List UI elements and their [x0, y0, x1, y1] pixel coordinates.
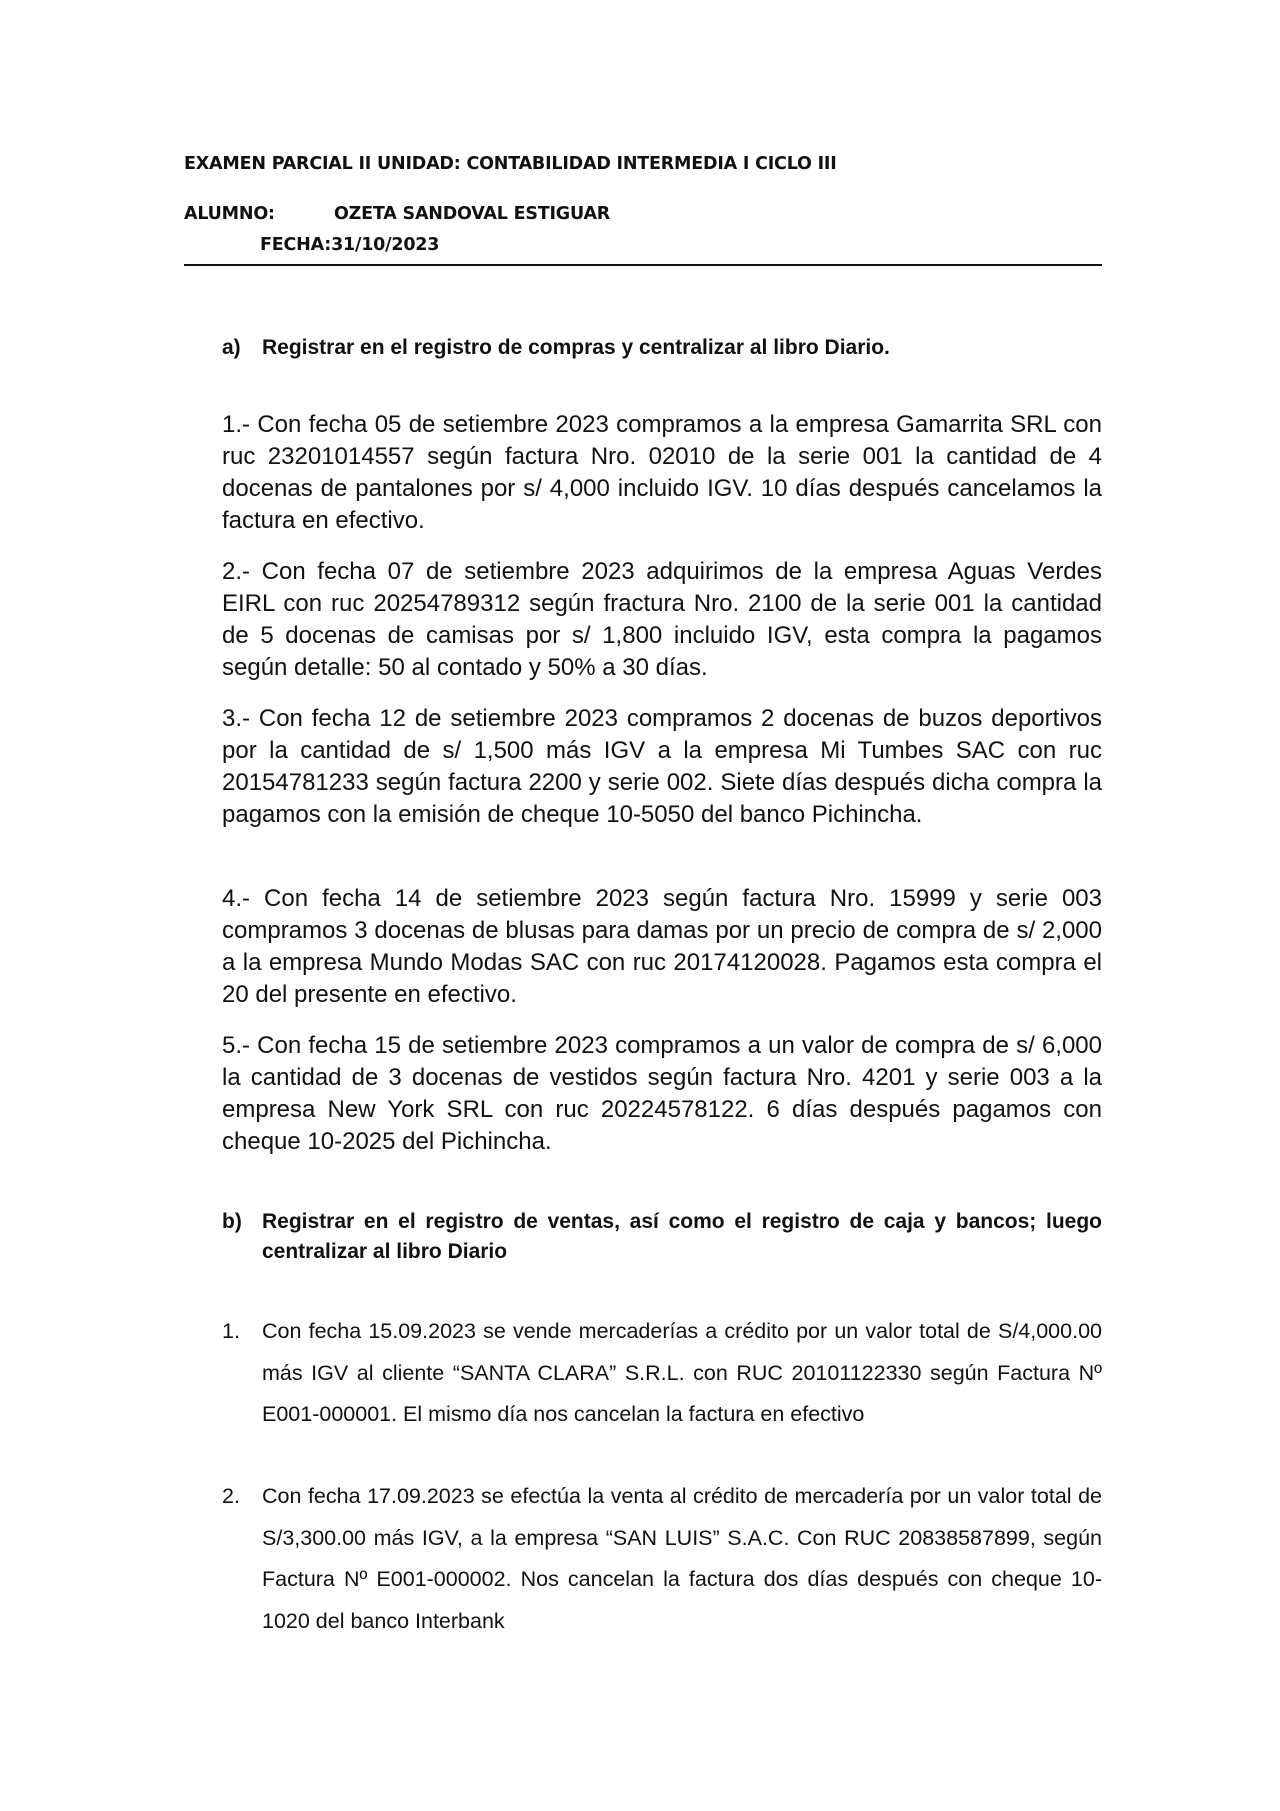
student-label: ALUMNO:: [184, 204, 275, 224]
section-a-label: a): [222, 336, 241, 359]
purchase-item-text: 4.- Con fecha 14 de setiembre 2023 según factura Nro. 15999 y serie 003 compramos 3 docenas de blusas para damas por un precio de compra de s/ 2,000 a la empresa Mundo Modas SAC con ruc 20174120028. Pagamos esta compra el 20 del presente en efectivo.: [222, 885, 1102, 1008]
purchase-item-4: [222, 883, 1102, 1011]
sale-item-number: 1.: [222, 1319, 240, 1343]
purchase-item-text: 5.- Con fecha 15 de setiembre 2023 compramos a un valor de compra de s/ 6,000 la cantidad de 3 docenas de vestidos según factura Nro. 4201 y serie 003 a la empresa New York SRL con ruc 20224578122. 6 días después pagamos con cheque 10-2025 del Pichincha.: [222, 1032, 1102, 1155]
purchase-item-3: [222, 703, 1102, 831]
section-b-heading: [222, 1207, 1102, 1267]
purchase-item-2: [222, 556, 1102, 684]
section-b-title: Registrar en el registro de ventas, así como el registro de caja y bancos; luego centralizar al libro Diario: [262, 1210, 1102, 1263]
sale-item-number: 2.: [222, 1484, 240, 1508]
purchase-item-text: 3.- Con fecha 12 de setiembre 2023 compramos 2 docenas de buzos deportivos por la cantidad de s/ 1,500 más IGV a la empresa Mi Tumbes SAC con ruc 20154781233 según factura 2200 y serie 002. Siete días después dicha compra la pagamos con la emisión de cheque 10-5050 del banco Pichincha.: [222, 705, 1102, 828]
sale-item-2: [222, 1476, 1102, 1642]
sale-item-text: Con fecha 15.09.2023 se vende mercaderías a crédito por un valor total de S/4,000.00 más IGV al cliente “SANTA CLARA” S.R.L. con RUC 20101122330 según Factura Nº E001-000001. El mismo día nos cancelan la factura en efectivo: [262, 1319, 1102, 1426]
purchase-item-text: 1.- Con fecha 05 de setiembre 2023 compramos a la empresa Gamarrita SRL con ruc 23201014557 según factura Nro. 02010 de la serie 001 la cantidad de 4 docenas de pantalones por s/ 4,000 incluido IGV. 10 días después cancelamos la factura en efectivo.: [222, 411, 1102, 534]
sale-item-text: Con fecha 17.09.2023 se efectúa la venta al crédito de mercadería por un valor total de S/3,300.00 más IGV, a la empresa “SAN LUIS” S.A.C. Con RUC 20838587899, según Factura Nº E001-000002. Nos cancelan la factura dos días después con cheque 10-1020 del banco Interbank: [262, 1484, 1102, 1633]
section-b-label: b): [222, 1210, 242, 1233]
purchase-item-text: 2.- Con fecha 07 de setiembre 2023 adquirimos de la empresa Aguas Verdes EIRL con ruc 20254789312 según fractura Nro. 2100 de la serie 001 la cantidad de 5 docenas de camisas por s/ 1,800 incluido IGV, esta compra la pagamos según detalle: 50 al contado y 50% a 30 días.: [222, 558, 1102, 681]
exam-title: EXAMEN PARCIAL II UNIDAD: CONTABILIDAD INTERMEDIA I CICLO III: [184, 154, 837, 174]
section-a-title: Registrar en el registro de compras y centralizar al libro Diario.: [262, 336, 890, 359]
sale-item-1: [222, 1311, 1102, 1436]
exam-date: FECHA:31/10/2023: [260, 235, 440, 255]
header-divider: [184, 264, 1102, 266]
section-a-heading: [222, 333, 1102, 363]
purchase-item-5: [222, 1030, 1102, 1158]
purchase-item-1: [222, 409, 1102, 537]
student-name: OZETA SANDOVAL ESTIGUAR: [334, 204, 611, 224]
